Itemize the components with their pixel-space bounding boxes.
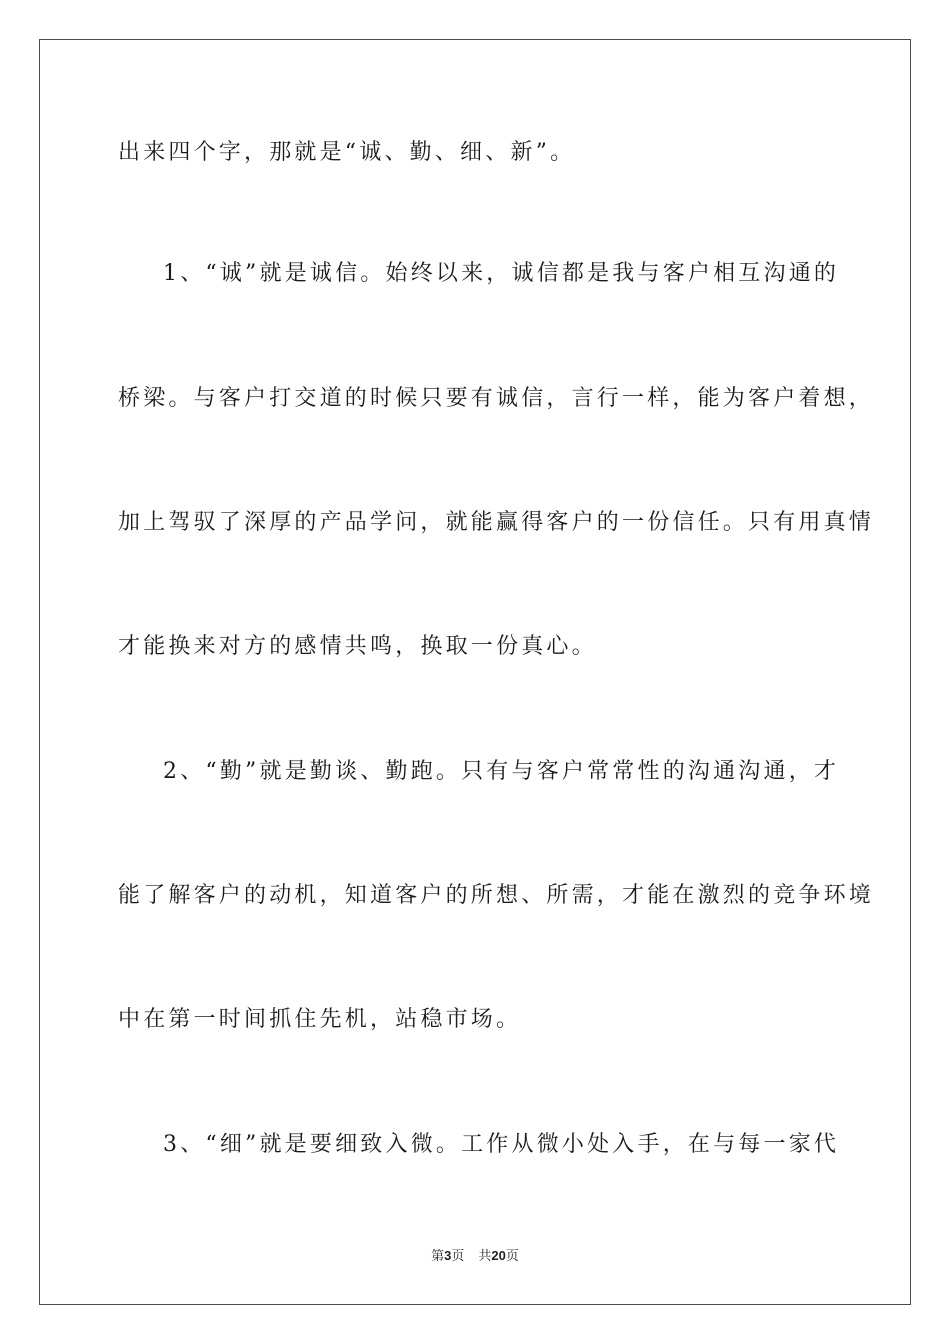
total-prefix: 共 [478, 1249, 492, 1264]
body-line-1: 出来四个字，那就是“诚、勤、细、新”。 [118, 140, 576, 165]
body-line-7: 能了解客户的动机，知道客户的所想、所需，才能在激烈的竞争环境 [118, 883, 875, 908]
page-footer [0, 1247, 950, 1266]
body-line-6: 2、“勤”就是勤谈、勤跑。只有与客户常常性的沟通沟通，才 [163, 759, 840, 784]
body-line-3: 桥梁。与客户打交道的时候只要有诚信，言行一样，能为客户着想， [118, 386, 875, 411]
body-line-5: 才能换来对方的感情共鸣，换取一份真心。 [118, 634, 597, 659]
body-line-8: 中在第一时间抓住先机，站稳市场。 [118, 1007, 522, 1032]
page-border [39, 39, 911, 1305]
total-suffix: 页 [505, 1249, 519, 1264]
body-line-9: 3、“细”就是要细致入微。工作从微小处入手，在与每一家代 [163, 1132, 840, 1157]
page-prefix: 第 [431, 1249, 445, 1264]
body-line-4: 加上驾驭了深厚的产品学问，就能赢得客户的一份信任。只有用真情 [118, 510, 875, 535]
total-pages: 20 [491, 1248, 506, 1263]
page-number: 3 [444, 1248, 452, 1263]
body-line-2: 1、“诚”就是诚信。始终以来，诚信都是我与客户相互沟通的 [163, 261, 840, 286]
page-suffix: 页 [451, 1249, 465, 1264]
